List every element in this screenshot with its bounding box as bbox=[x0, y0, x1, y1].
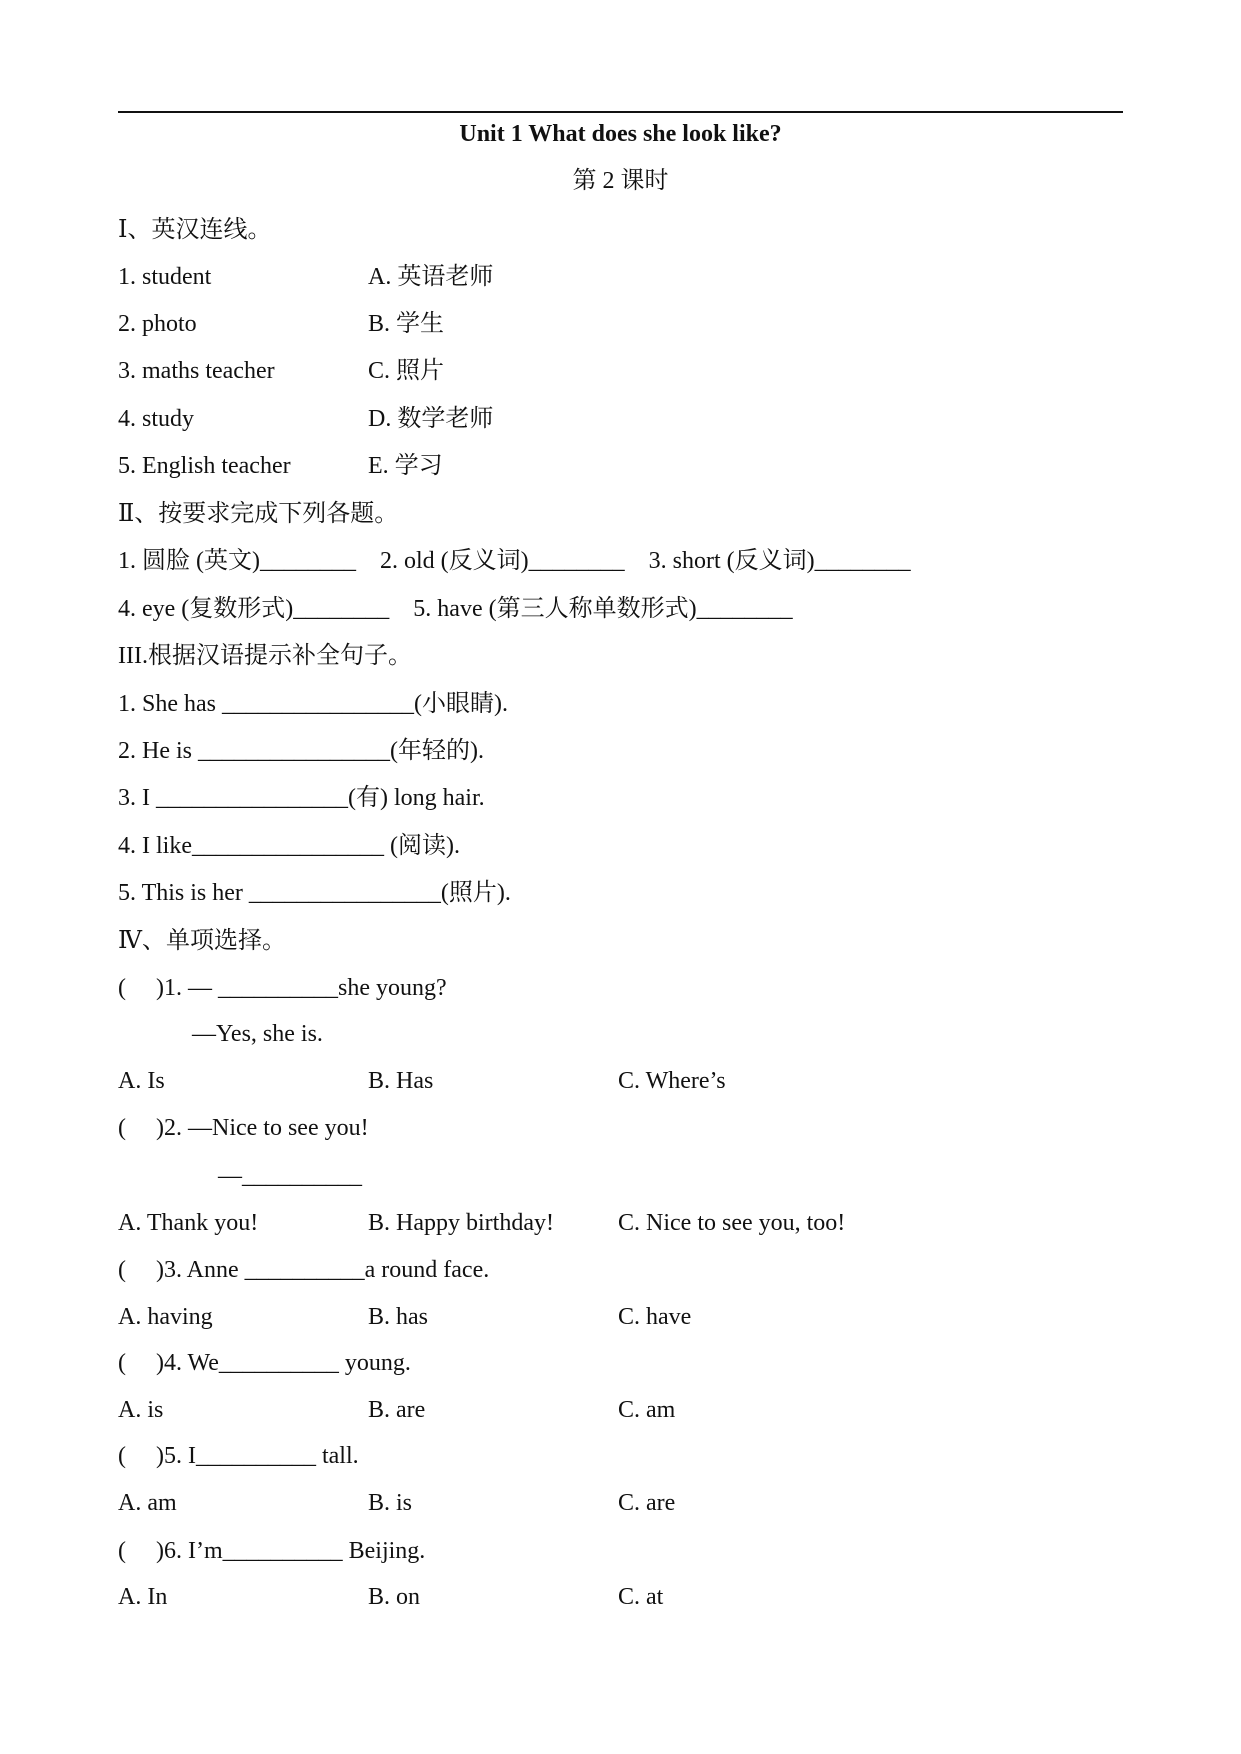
option-b: B. on bbox=[368, 1584, 421, 1610]
question-stem: ( )5. I__________ tall. bbox=[118, 1443, 359, 1469]
question-stem: ( )1. — __________she young? bbox=[118, 975, 447, 1001]
option-c: C. are bbox=[618, 1490, 676, 1516]
header-rule bbox=[118, 111, 1123, 113]
sentence-item: 2. He is ________________(年轻的). bbox=[118, 738, 484, 764]
section2-heading: Ⅱ、按要求完成下列各题。 bbox=[118, 501, 399, 527]
section4-heading: Ⅳ、单项选择。 bbox=[118, 928, 286, 954]
option-a: A. having bbox=[118, 1304, 213, 1330]
option-c: C. have bbox=[618, 1304, 692, 1330]
option-a: A. Thank you! bbox=[118, 1210, 259, 1236]
section2-row: 4. eye (复数形式)________ 5. have (第三人称单数形式)________ bbox=[118, 596, 793, 622]
question-stem: ( )6. I’m__________ Beijing. bbox=[118, 1538, 426, 1564]
match-left-item: 4. study bbox=[118, 406, 195, 432]
section1-heading: Ⅰ、英汉连线。 bbox=[118, 217, 272, 243]
option-c: C. Nice to see you, too! bbox=[618, 1210, 846, 1236]
question-reply: —__________ bbox=[218, 1163, 362, 1189]
sentence-item: 1. She has ________________(小眼睛). bbox=[118, 691, 508, 717]
option-b: B. Happy birthday! bbox=[368, 1210, 554, 1236]
match-right-item: D. 数学老师 bbox=[368, 406, 494, 432]
option-a: A. Is bbox=[118, 1068, 165, 1094]
option-b: B. Has bbox=[368, 1068, 434, 1094]
page-subtitle: 第 2 课时 bbox=[572, 168, 669, 194]
match-left-item: 5. English teacher bbox=[118, 453, 291, 479]
match-right-item: B. 学生 bbox=[368, 311, 445, 337]
option-a: A. In bbox=[118, 1584, 168, 1610]
sentence-item: 4. I like________________ (阅读). bbox=[118, 833, 460, 859]
question-stem: ( )2. —Nice to see you! bbox=[118, 1115, 369, 1141]
match-right-item: A. 英语老师 bbox=[368, 264, 494, 290]
match-left-item: 2. photo bbox=[118, 311, 197, 337]
option-b: B. has bbox=[368, 1304, 428, 1330]
match-left-item: 1. student bbox=[118, 264, 212, 290]
option-a: A. is bbox=[118, 1397, 164, 1423]
option-b: B. are bbox=[368, 1397, 426, 1423]
option-c: C. am bbox=[618, 1397, 676, 1423]
option-c: C. at bbox=[618, 1584, 664, 1610]
question-stem: ( )3. Anne __________a round face. bbox=[118, 1257, 490, 1283]
question-stem: ( )4. We__________ young. bbox=[118, 1350, 411, 1376]
match-left-item: 3. maths teacher bbox=[118, 358, 275, 384]
match-right-item: E. 学习 bbox=[368, 453, 443, 479]
match-right-item: C. 照片 bbox=[368, 358, 445, 384]
sentence-item: 5. This is her ________________(照片). bbox=[118, 880, 511, 906]
option-b: B. is bbox=[368, 1490, 413, 1516]
sentence-item: 3. I ________________(有) long hair. bbox=[118, 785, 485, 811]
option-c: C. Where’s bbox=[618, 1068, 726, 1094]
section3-heading: III.根据汉语提示补全句子。 bbox=[118, 643, 412, 669]
section2-row: 1. 圆脸 (英文)________ 2. old (反义词)________ 3. short (反义词)________ bbox=[118, 548, 911, 574]
option-a: A. am bbox=[118, 1490, 177, 1516]
question-reply: —Yes, she is. bbox=[192, 1021, 323, 1047]
page-title: Unit 1 What does she look like? bbox=[459, 121, 782, 147]
